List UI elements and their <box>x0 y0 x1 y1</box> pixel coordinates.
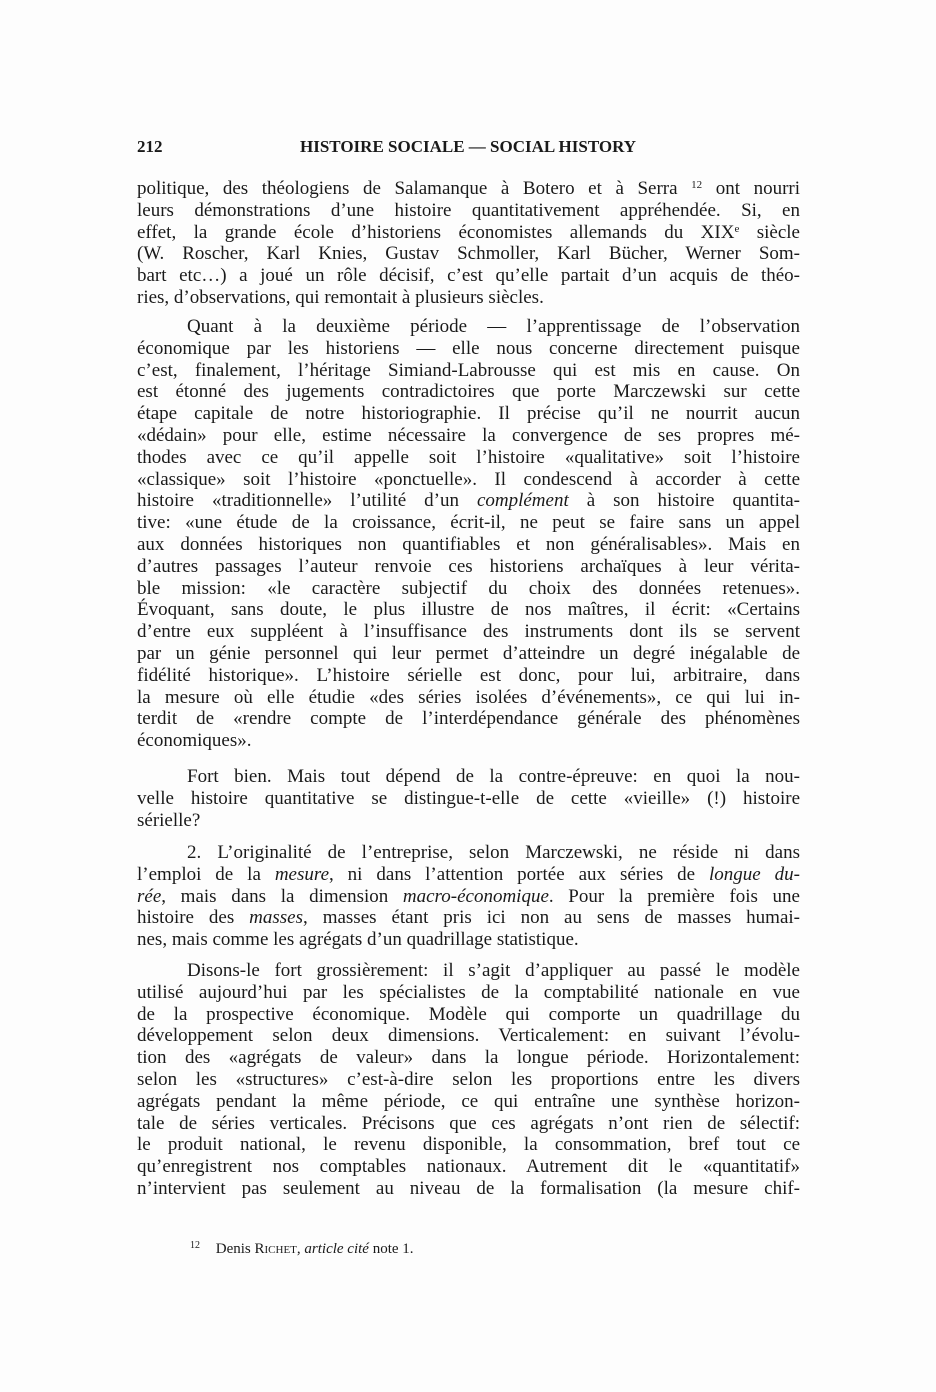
page-number: 212 <box>137 137 163 156</box>
text-segment: ries, d’observations, qui remontait à plusieurs siècles. <box>137 286 544 308</box>
text-segment: tale de séries verticales. Précisons que ces agrégats n’ont rien de sélectif: <box>137 1112 800 1134</box>
footnote-ref-italic: article cité <box>304 1241 369 1257</box>
text-line <box>137 403 800 425</box>
italic-text: macro-économique <box>402 885 549 907</box>
italic-text: masses <box>249 907 304 929</box>
text-line <box>137 512 800 534</box>
text-segment: , ni dans l’attention portée aux séries de <box>329 863 710 885</box>
text-segment: fidélité historique». L’histoire sérielle est donc, pour lui, arbitraire, dans <box>137 664 800 686</box>
superscript: e <box>734 222 740 235</box>
italic-text: rée <box>137 885 162 907</box>
text-segment: velle histoire quantitative se distingue-t-elle de cette «vieille» (!) histoire <box>137 787 800 809</box>
text-line <box>137 864 800 886</box>
text-segment: nes, mais comme les agrégats d’un quadrillage statistique. <box>137 929 579 951</box>
text-line <box>137 1178 800 1200</box>
text-segment: à son histoire quantita- <box>568 490 800 512</box>
text-line <box>137 810 800 832</box>
paragraph <box>137 960 800 1200</box>
text-line <box>137 599 800 621</box>
text-line <box>137 338 800 360</box>
text-segment: le produit national, le revenu disponible, la consommation, bref tout ce <box>137 1134 800 1156</box>
text-segment: par un génie personnel qui leur permet d’atteindre un degré inégalable de <box>137 642 800 664</box>
text-line <box>137 1091 800 1113</box>
text-segment: histoire «traditionnelle» l’utilité d’un <box>137 490 477 512</box>
text-segment: Évoquant, sans doute, le plus illustre de nos maîtres, il écrit: «Certains <box>137 599 800 621</box>
text-segment: , mais dans la dimension <box>161 885 403 907</box>
text-segment: 2. L’originalité de l’entreprise, selon Marczewski, ne réside ni dans <box>187 842 800 863</box>
text-segment: selon les «structures» c’est-à-dire selon les proportions entre les divers <box>137 1068 800 1090</box>
text-line <box>137 243 800 265</box>
paragraph <box>137 316 800 752</box>
text-segment: d’autres passages l’auteur renvoie ces historiens archaïques à leur vérita- <box>137 555 800 577</box>
text-line <box>137 1004 800 1026</box>
text-line <box>137 1113 800 1135</box>
text-segment: tion des «agrégats de valeur» dans la longue période. Horizontalement: <box>137 1047 800 1069</box>
italic-text: longue du- <box>709 863 800 885</box>
text-line <box>137 578 800 600</box>
text-line <box>137 200 800 222</box>
text-segment: de la prospective économique. Modèle qui comporte un quadrillage du <box>137 1003 800 1025</box>
text-segment: . Pour la première fois une <box>548 885 800 907</box>
text-segment: étape capitale de notre historiographie. Il précise qu’il ne nourrit aucun <box>137 403 800 425</box>
text-line <box>137 287 800 309</box>
text-segment: agrégats pendant la même période, ce qui entraîne une synthèse horizon- <box>137 1090 800 1112</box>
text-segment: bart etc…) a joué un rôle décisif, c’est qu’elle partait d’un acquis de théo- <box>137 265 800 287</box>
text-segment: c’est, finalement, l’héritage Simiand-Labrousse qui est mis en cause. On <box>137 359 800 381</box>
text-line <box>137 960 800 982</box>
footnote-author-last: Richet <box>254 1241 297 1257</box>
footnote-ref-tail: note 1. <box>372 1241 414 1257</box>
text-segment: économique par les historiens — elle nous concerne directement puisque <box>137 337 800 359</box>
text-segment: la mesure où elle étudie «des séries isolées d’événements», ce qui lui in- <box>137 686 800 708</box>
text-line <box>137 886 800 908</box>
text-line <box>137 490 800 512</box>
footnote-number: 12 <box>190 1240 200 1251</box>
text-segment: aux données historiques non quantifiables et non généralisables». Mais en <box>137 533 800 555</box>
text-line <box>137 730 800 752</box>
text-segment: ble mission: «le caractère subjectif du choix des données retenues». <box>137 577 800 599</box>
text-segment: leurs démonstrations d’une histoire quantitativement appréhendée. Si, en <box>137 199 800 221</box>
text-segment: effet, la grande école d’historiens économistes allemands du XIX <box>137 221 735 243</box>
text-line <box>137 1047 800 1069</box>
text-line <box>137 788 800 810</box>
superscript: 12 <box>691 179 703 191</box>
text-line <box>137 265 800 287</box>
text-line <box>137 1069 800 1091</box>
text-segment: développement selon deux dimensions. Verticalement: en suivant l’évolu- <box>137 1025 800 1047</box>
text-segment: histoire des <box>137 907 250 929</box>
text-segment: économiques». <box>137 730 252 752</box>
text-line <box>137 534 800 556</box>
text-segment: (W. Roscher, Karl Knies, Gustav Schmoller, Karl Bücher, Werner Som- <box>137 243 800 265</box>
text-segment: Quant à la deuxième période — l’apprentissage de l’observation <box>187 316 800 337</box>
text-line <box>137 178 800 200</box>
text-segment: Fort bien. Mais tout dépend de la contre-épreuve: en quoi la nou- <box>187 766 800 787</box>
paragraph <box>137 766 800 831</box>
text-line <box>137 687 800 709</box>
italic-text: mesure <box>274 863 329 885</box>
text-line <box>137 621 800 643</box>
text-line <box>137 842 800 864</box>
text-segment: «classique» soit l’histoire «ponctuelle». Il condescend à accorder à cette <box>137 468 800 490</box>
text-line <box>137 643 800 665</box>
text-segment: ont nourri <box>702 178 801 199</box>
paragraph <box>137 842 800 951</box>
text-segment: , masses étant pris ici non au sens de masses humai- <box>303 907 800 929</box>
text-segment: thodes avec ce qu’il appelle soit l’histoire «qualitative» soit l’histoire <box>137 446 800 468</box>
text-segment: siècle <box>739 221 800 243</box>
text-segment: terdit de «rendre compte de l’interdépendance générale des phénomènes <box>137 708 800 730</box>
text-line <box>137 469 800 491</box>
text-segment: politique, des théologiens de Salamanque à Botero et à Serra <box>137 178 692 199</box>
text-segment: n’intervient pas seulement au niveau de la formalisation (la mesure chif- <box>137 1177 800 1199</box>
text-line <box>137 447 800 469</box>
text-line <box>137 1156 800 1178</box>
text-line <box>137 556 800 578</box>
text-segment: qu’enregistrent nos comptables nationaux. Autrement dit le «quantitatif» <box>137 1156 800 1178</box>
text-segment: est étonné des jugements contradictoires que porte Marczewski sur cette <box>137 381 800 403</box>
text-line <box>137 425 800 447</box>
paragraph <box>137 178 800 309</box>
text-line <box>137 222 800 244</box>
text-segment: «dédain» pour elle, estime nécessaire la convergence de ses propres mé- <box>137 424 800 446</box>
italic-text: complément <box>476 490 569 512</box>
running-title: HISTOIRE SOCIALE — SOCIAL HISTORY <box>300 137 637 156</box>
text-line <box>137 316 800 338</box>
text-segment: d’entre eux suppléent à l’insuffisance des instruments dont ils se servent <box>137 621 800 643</box>
text-line <box>137 381 800 403</box>
text-line <box>137 1025 800 1047</box>
text-line <box>137 929 800 951</box>
text-line <box>137 665 800 687</box>
text-line <box>137 708 800 730</box>
text-line <box>137 1134 800 1156</box>
text-line <box>137 907 800 929</box>
footnote: $^{12}$ Denis Richet, article cité note 1. <box>190 1240 414 1257</box>
text-segment: utilisé aujourd’hui par les spécialistes de la comptabilité nationale en vue <box>137 981 800 1003</box>
text-segment: l’emploi de la <box>137 863 275 885</box>
footnote-author-first: Denis <box>215 1241 251 1257</box>
text-segment: Disons-le fort grossièrement: il s’agit d’appliquer au passé le modèle <box>187 960 800 981</box>
text-segment: sérielle? <box>137 809 201 831</box>
text-line <box>137 982 800 1004</box>
text-segment: tive: «une étude de la croissance, écrit-il, ne peut se faire sans un appel <box>137 512 800 534</box>
text-line <box>137 360 800 382</box>
text-line <box>137 766 800 788</box>
